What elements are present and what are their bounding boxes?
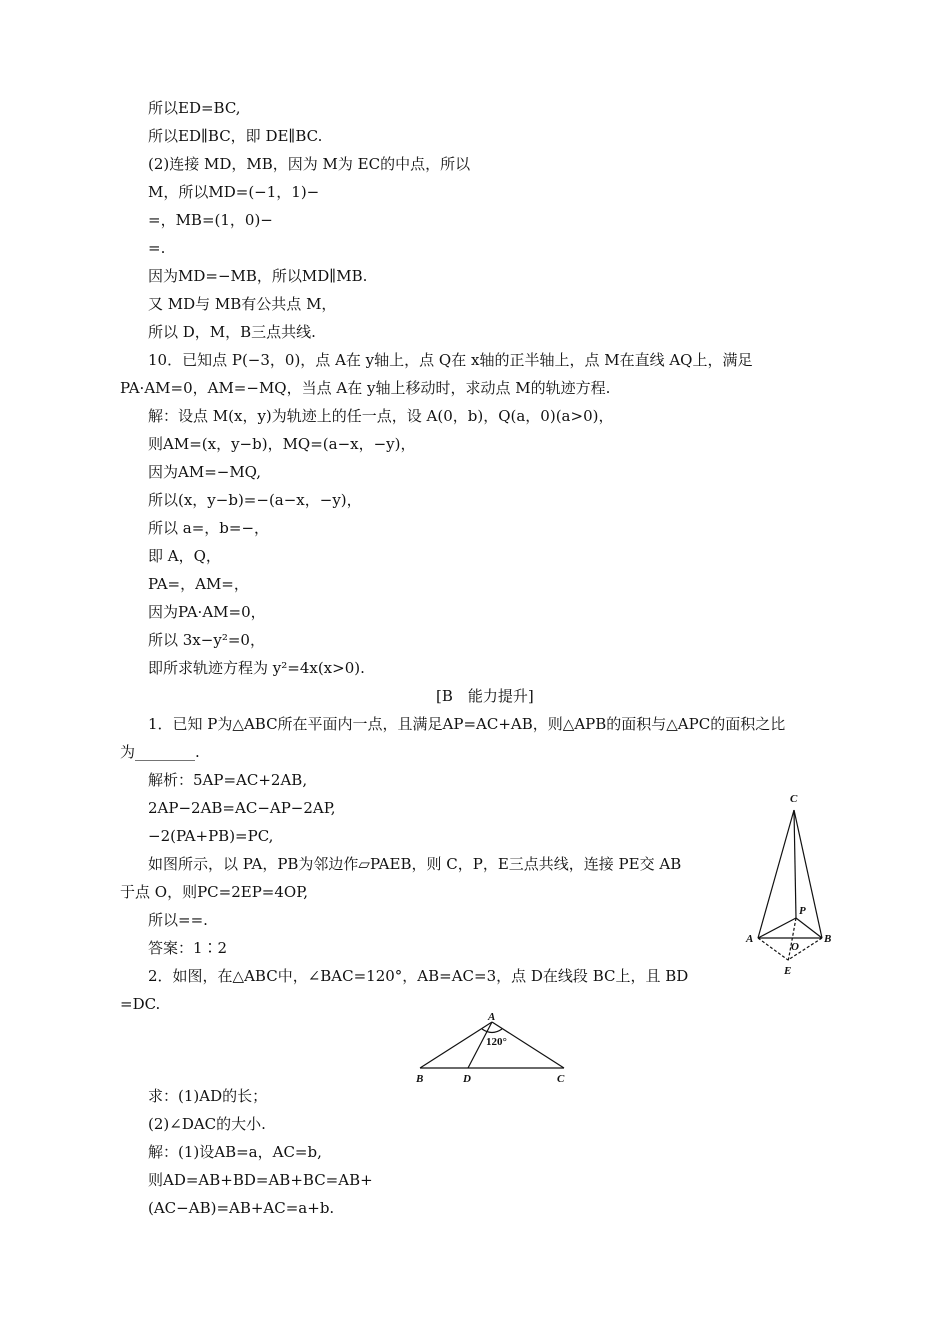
label-o: O (791, 941, 799, 953)
angle-label: 120° (486, 1036, 507, 1048)
text-line: 则AM=(x，y−b)，MQ=(a−x，−y)， (148, 435, 416, 453)
label-b: B (416, 1073, 424, 1085)
text-line: PA=，AM=， (148, 575, 249, 593)
text-line: 即所求轨迹方程为 y²=4x(x>0). (148, 659, 365, 677)
text-line: 2AP−2AB=AC−AP−2AP, (148, 799, 336, 817)
label-c: C (790, 793, 798, 805)
text-line: 又 MD与 MB有公共点 M， (148, 295, 337, 313)
label-a: A (746, 933, 754, 945)
answer-line: 答案：1∶2 (148, 939, 228, 957)
text-line: 所以 a=，b=−， (148, 519, 270, 537)
problem-10-statement: 10．已知点 P(−3，0)，点 A在 y轴上，点 Q在 x轴的正半轴上，点 M在直线 AQ上，满足 (148, 351, 753, 369)
problem-1-statement: 1．已知 P为△ABC所在平面内一点，且满足AP=AC+AB，则△APB的面积与△APC的面积之比 (148, 715, 786, 733)
label-p: P (799, 905, 806, 917)
text-line: 解：(1)设AB=a，AC=b, (148, 1143, 322, 1161)
text-line: 则AD=AB+BD=AB+BC=AB+ (148, 1171, 373, 1189)
text-line: =，MB=(1，0)− (148, 211, 273, 229)
text-line: 解析：5AP=AC+2AB, (148, 771, 308, 789)
figure-triangle-120 (412, 1010, 572, 1086)
label-b: B (824, 933, 832, 945)
label-d: D (463, 1073, 471, 1085)
problem-2-statement: 2．如图，在△ABC中，∠BAC=120°，AB=AC=3，点 D在线段 BC上，且 BD (148, 967, 689, 985)
text-line: 解：设点 M(x，y)为轨迹上的任一点，设 A(0，b)，Q(a，0)(a>0)， (148, 407, 614, 425)
text-line: 所以 D，M，B三点共线. (148, 323, 316, 341)
text-line: 因为PA·AM=0， (148, 603, 266, 621)
text-line: 因为AM=−MQ, (148, 463, 262, 481)
text-line: 于点 O，则PC=2EP=4OP, (120, 883, 309, 901)
figure-triangle-parallelogram (742, 790, 842, 980)
text-line: 所以(x，y−b)=−(a−x，−y)， (148, 491, 362, 509)
label-c: C (557, 1073, 565, 1085)
problem-2-statement-cont: =DC. (120, 995, 161, 1013)
text-line: 因为MD=−MB，所以MD∥MB. (148, 267, 368, 285)
text-line: −2(PA+PB)=PC, (148, 827, 274, 845)
problem-1-blank: 为________. (120, 743, 200, 761)
text-line: M，所以MD=(−1，1)− (148, 183, 320, 201)
text-line: 所以ED=BC, (148, 99, 241, 117)
text-line: 所以==. (148, 911, 208, 929)
text-line: 所以ED∥BC，即 DE∥BC. (148, 127, 323, 145)
text-line: (AC−AB)=AB+AC=a+b. (148, 1199, 335, 1217)
section-heading: [B 能力提升] (436, 687, 534, 705)
text-line: 求：(1)AD的长； (148, 1087, 268, 1105)
label-e: E (784, 965, 792, 977)
text-line: (2)连接 MD，MB，因为 M为 EC的中点，所以 (148, 155, 471, 173)
text-line: (2)∠DAC的大小. (148, 1115, 266, 1133)
text-line: 即 A，Q， (148, 547, 221, 565)
text-line: =. (148, 239, 166, 257)
text-line: 所以 3x−y²=0， (148, 631, 265, 649)
problem-10-statement-cont: PA·AM=0，AM=−MQ，当点 A在 y轴上移动时，求动点 M的轨迹方程. (120, 379, 611, 397)
label-a: A (488, 1011, 496, 1023)
text-line: 如图所示，以 PA，PB为邻边作▱PAEB，则 C，P，E三点共线，连接 PE交 AB (148, 855, 682, 873)
